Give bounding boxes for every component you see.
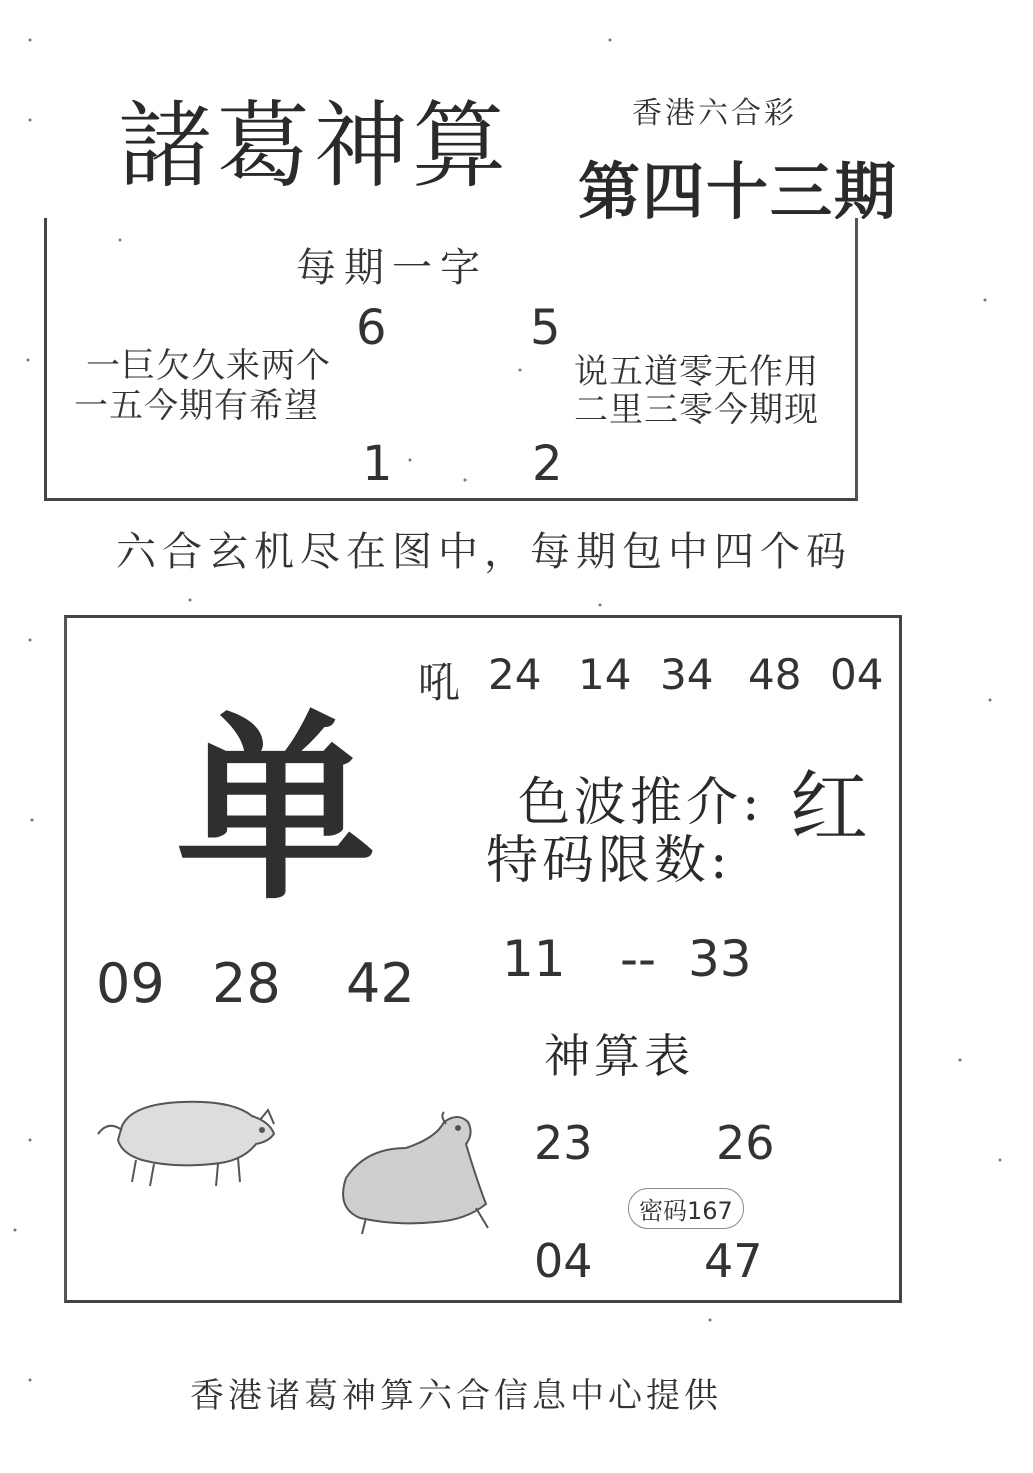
dog-icon xyxy=(326,1108,496,1238)
table-number: 04 xyxy=(534,1234,593,1288)
table-number: 23 xyxy=(534,1116,593,1170)
footer: 香港诸葛神算六合信息中心提供 xyxy=(190,1376,722,1416)
table-label: 神算表 xyxy=(544,1029,694,1083)
lucky-number: 48 xyxy=(748,650,802,699)
poem-left-line: 一五今期有希望 xyxy=(74,386,319,426)
table-number: 26 xyxy=(716,1116,775,1170)
pick-number: 42 xyxy=(346,952,415,1015)
pick-number: 09 xyxy=(96,952,165,1015)
pick-number: 28 xyxy=(212,952,281,1015)
slogan: 六合玄机尽在图中，每期包中四个码 xyxy=(116,529,852,575)
secret-code-badge: 密码167 xyxy=(628,1188,744,1229)
numbers-row-prefix: 吼 xyxy=(418,658,461,707)
pig-icon xyxy=(92,1086,282,1196)
poem-right-line: 说五道零无作用 xyxy=(574,352,819,392)
poem-right-line: 二里三零今期现 xyxy=(574,390,819,430)
digit: 2 xyxy=(532,436,563,492)
color-value: 红 xyxy=(790,763,869,853)
special-label: 特码限数: xyxy=(486,831,732,891)
issue-number: 第四十三期 xyxy=(578,155,899,228)
range-separator: -- xyxy=(620,930,657,988)
lucky-number: 34 xyxy=(660,650,714,699)
poem-left-line: 一巨欠久来两个 xyxy=(86,346,331,386)
main-title: 諸葛神算 xyxy=(118,92,511,201)
lucky-number: 04 xyxy=(830,650,884,699)
range-start: 11 xyxy=(502,930,566,988)
color-label: 色波推介: xyxy=(518,773,764,833)
per-issue-label: 每期一字 xyxy=(296,245,488,291)
big-character: 单 xyxy=(176,692,377,927)
digit: 5 xyxy=(530,300,561,356)
range-end: 33 xyxy=(688,930,752,988)
lucky-number: 14 xyxy=(578,650,632,699)
lucky-number: 24 xyxy=(488,650,542,699)
digit: 1 xyxy=(362,436,393,492)
digit: 6 xyxy=(356,300,387,356)
table-number: 47 xyxy=(704,1234,763,1288)
subtitle: 香港六合彩 xyxy=(632,96,797,131)
